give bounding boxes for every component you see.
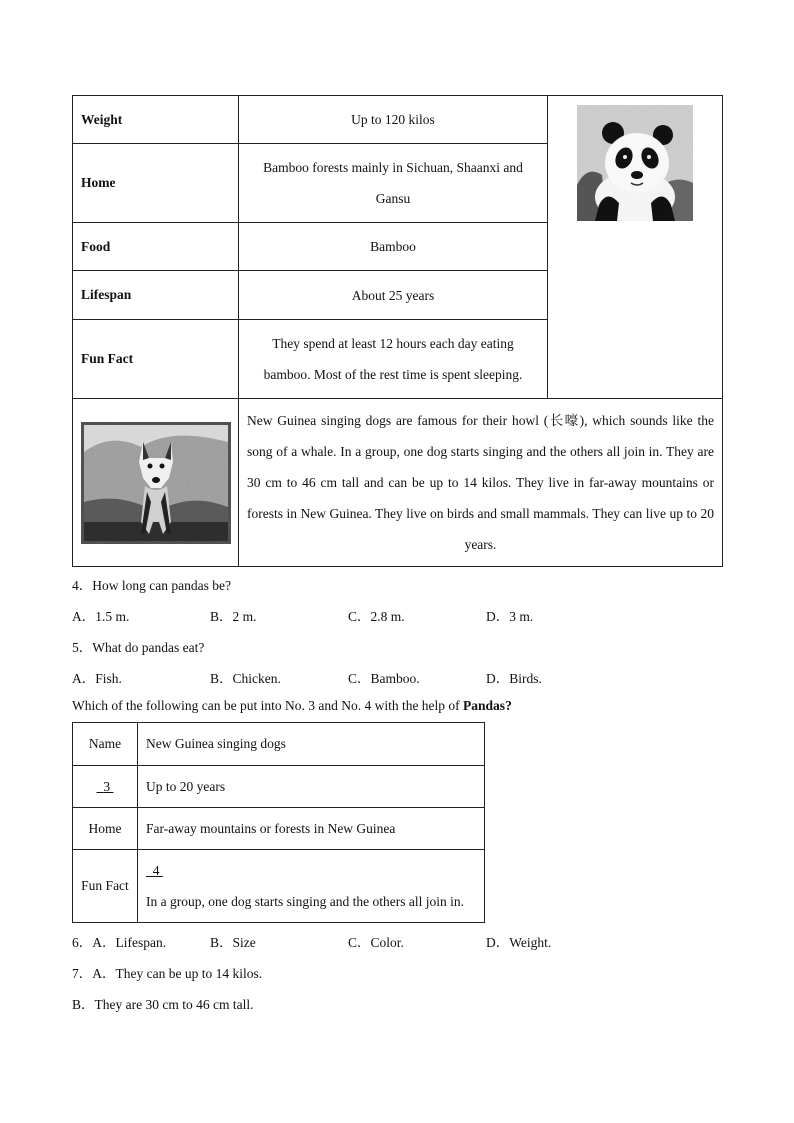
q5-option-c: C．Bamboo. [348,671,420,686]
dog-description: New Guinea singing dogs are famous for their howl (长嚎), which sounds like the song of a whale. In a group, one dog starts singing and the others all join in. They are 30 cm to 46 cm tall and can be up to 14 kilos. They live in far-away mountains or forests in New Guinea. They live on birds and small mammals. They can live up to 20 years. [239,399,723,567]
funfact-label: Fun Fact [73,320,239,399]
q4-option-c: C．2.8 m. [348,609,405,624]
dog-fill-table [72,722,485,923]
q5-option-d: D．Birds. [486,671,542,686]
q4-option-a: A．1.5 m. [72,609,130,624]
q6-option-c: C．Color. [348,935,404,950]
name-value: New Guinea singing dogs [138,723,485,766]
instruction [72,698,512,714]
q6-option-b: B．Size [210,935,256,950]
panda-photo-cell [548,96,723,399]
home-value-small: Far-away mountains or forests in New Guinea [138,808,485,850]
q5-option-b: B．Chicken. [210,671,281,686]
question-4: 4．How long can pandas be? [72,578,231,593]
lifespan-label: Lifespan [73,271,239,320]
q7-option-a: 7．A．They can be up to 14 kilos. [72,966,263,981]
blank-3-value: Up to 20 years [138,766,485,808]
instruction-bold: Pandas? [463,698,512,713]
food-value: Bamboo [239,223,548,271]
q4-option-b: B．2 m. [210,609,257,624]
q6-option-a: 6．A．Lifespan. [72,935,167,950]
question-5: 5．What do pandas eat? [72,640,205,655]
q7-option-b: B．They are 30 cm to 46 cm tall. [72,997,254,1012]
blank-4: 4 [152,863,160,878]
home-label: Home [73,144,239,223]
food-label: Food [73,223,239,271]
funfact-value-small: In a group, one dog starts singing and the others all join in. [146,894,464,909]
name-label: Name [73,723,138,766]
panda-photo [577,105,693,221]
q6-option-d: D．Weight. [486,935,552,950]
lifespan-value: About 25 years [239,271,548,320]
q5-option-a: A．Fish. [72,671,122,686]
weight-value: Up to 120 kilos [239,96,548,144]
dog-photo [81,422,231,544]
panda-info-table [72,95,723,567]
funfact-cell-small [138,850,485,923]
funfact-label-small: Fun Fact [73,850,138,923]
weight-label: Weight [73,96,239,144]
q4-option-d: D．3 m. [486,609,534,624]
funfact-value: They spend at least 12 hours each day eating bamboo. Most of the rest time is spent sleeping. [239,320,548,399]
instruction-text: Which of the following can be put into No. 3 and No. 4 with the help of [72,698,464,713]
blank-3: 3 [103,778,111,794]
blank-3-cell [73,766,138,808]
dog-photo-cell [73,399,239,567]
home-label-small: Home [73,808,138,850]
home-value: Bamboo forests mainly in Sichuan, Shaanxi and Gansu [239,144,548,223]
